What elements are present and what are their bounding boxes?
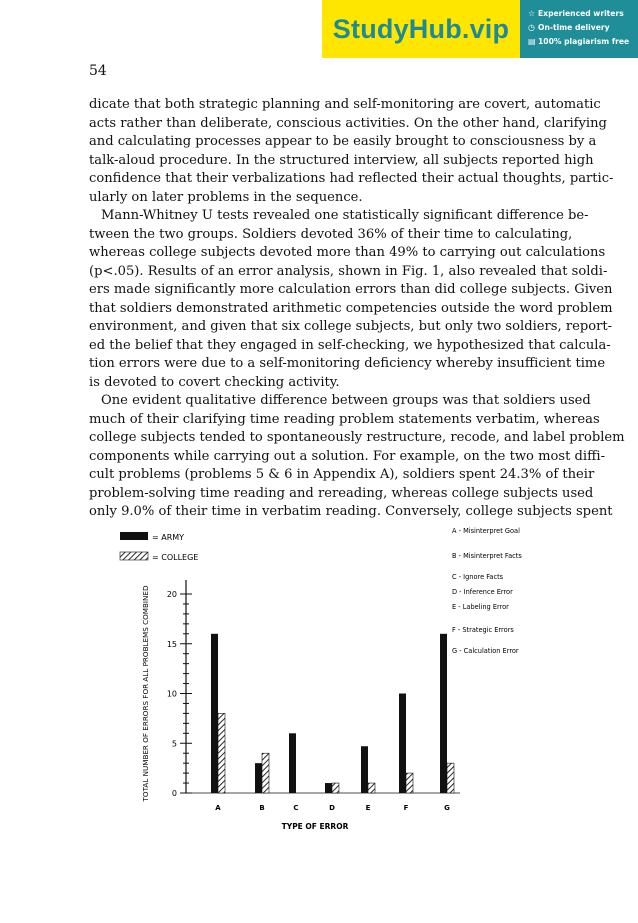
perks-list [520,0,638,58]
category-legend-item: A - Misinterpret Goal [452,527,520,535]
text-line: ers made significantly more calculation errors than did college subjects. Given [89,282,613,297]
y-tick-label: 5 [171,739,177,749]
text-line: (p<.05). Results of an error analysis, shown in Fig. 1, also revealed that soldi- [89,263,608,279]
text-line: ed the belief that they engaged in self-checking, we hypothesized that calcula- [89,337,611,353]
bar-college [332,783,339,793]
bar-college [262,753,269,793]
bar-college [218,713,225,793]
category-legend-item: F - Strategic Errors [452,626,514,634]
bar-army [440,634,447,793]
text-line: tween the two groups. Soldiers devoted 36% of their time to calculating, [89,226,573,242]
document-icon: ▤ [528,36,536,46]
bar-college [447,763,454,793]
paragraph [89,96,614,207]
text-line: tion errors were due to a self-monitoring deficiency whereby insufficient time [89,356,606,371]
category-legend-item: G - Calculation Error [452,647,519,655]
text-line: problem-solving time reading and rereading, whereas college subjects used [89,485,594,501]
x-tick-label: F [403,804,409,812]
text-line: much of their clarifying time reading problem statements verbatim, whereas [89,411,600,427]
x-tick-label: D [329,804,335,812]
x-tick-label: B [259,804,265,812]
category-legend-item: B - Misinterpret Facts [452,552,522,560]
x-tick-label: E [365,804,371,812]
perk-item: ☆ Experienced writers [528,8,624,18]
text-line: dicate that both strategic planning and self-monitoring are covert, automatic [89,97,601,112]
error-bar-chart [100,520,550,840]
text-line: and calculating processes appear to be easily brought to consciousness by a [89,134,597,149]
text-line: whereas college subjects devoted more than 49% to carrying out calculations [89,245,606,260]
category-legend-item: E - Labeling Error [452,603,509,611]
paragraph [89,207,613,392]
y-axis-label: TOTAL NUMBER OF ERRORS FOR ALL PROBLEMS COMBINED [141,585,150,802]
brand-logo[interactable]: StudyHub.vip [322,0,520,58]
ad-banner[interactable] [322,0,638,58]
page-number: 54 [89,63,107,79]
legend-swatch-college [120,552,148,560]
x-tick-label: G [444,804,450,812]
perk-item: ◷ On-time delivery [528,22,610,32]
legend-swatch-army [120,532,148,540]
perk-item: ▤ 100% plagiarism free [528,36,630,46]
x-tick-label: C [293,804,299,812]
bar-army [361,746,368,793]
y-tick-label: 0 [171,789,177,798]
text-line: cult problems (problems 5 & 6 in Appendix A), soldiers spent 24.3% of their [89,467,595,482]
text-line: One evident qualitative difference between groups was that soldiers used [101,393,591,408]
bar-army [325,783,332,793]
category-legend-item: D - Inference Error [452,588,513,596]
legend-label-army: = ARMY [152,533,185,542]
x-axis-label: TYPE OF ERROR [281,822,349,831]
y-tick-label: 10 [166,689,177,699]
text-line: environment, and given that six college subjects, but only two soldiers, report- [89,319,613,334]
text-line: talk-aloud procedure. In the structured interview, all subjects reported high [89,152,594,168]
text-line: acts rather than deliberate, conscious activities. On the other hand, clarifying [89,115,607,131]
body-text [89,96,625,522]
bar-army [255,763,262,793]
y-tick-label: 20 [166,590,177,599]
text-line: ularly on later problems in the sequence. [89,189,363,205]
bar-college [368,783,375,793]
text-line: Mann-Whitney U tests revealed one statistically significant difference be- [101,208,589,223]
text-line: components while carrying out a solution. For example, on the two most diffi- [89,448,606,464]
paragraph [89,392,625,522]
clock-icon: ◷ [528,22,535,32]
bar-army [211,634,218,793]
bar-college [406,773,413,793]
bar-army [399,694,406,794]
text-line: confidence that their verbalizations had reflected their actual thoughts, partic- [89,171,614,186]
legend-label-college: = COLLEGE [152,553,199,562]
category-legend-item: C - Ignore Facts [452,573,504,581]
y-tick-label: 15 [166,639,177,649]
x-tick-label: A [215,804,221,812]
bar-army [289,733,296,793]
text-line: that soldiers demonstrated arithmetic competencies outside the word problem [89,300,613,316]
text-line: is devoted to covert checking activity. [89,374,340,390]
text-line: college subjects tended to spontaneously restructure, recode, and label problem [89,430,625,445]
star-icon: ☆ [528,8,536,18]
text-line: only 9.0% of their time in verbatim reading. Conversely, college subjects spent [89,504,613,519]
figure-error-analysis [100,520,550,840]
